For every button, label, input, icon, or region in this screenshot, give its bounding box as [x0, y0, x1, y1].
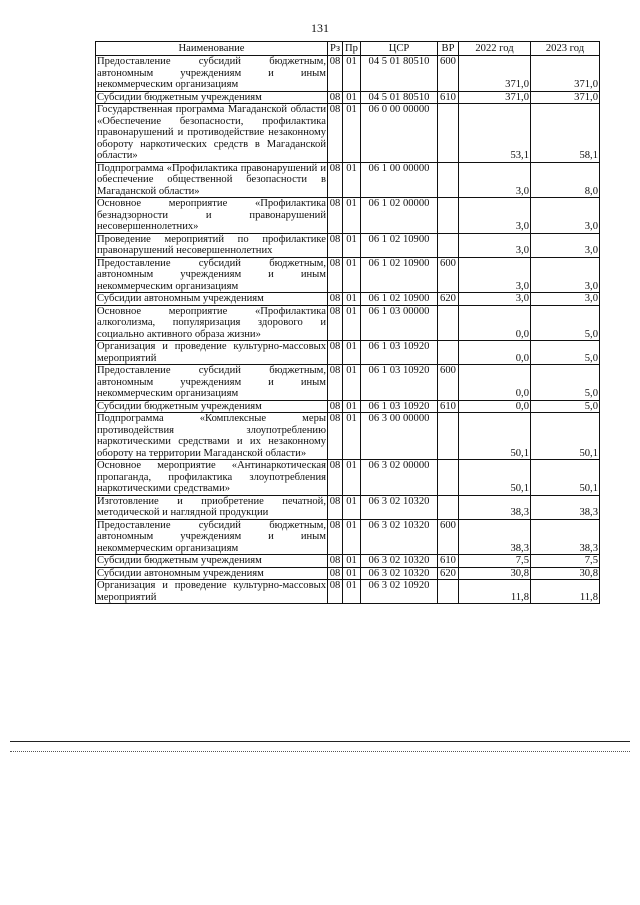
- row-vr-cell: [438, 413, 459, 460]
- row-name-cell: Подпрограмма «Профилактика правонарушений и обеспечение общественной безопасности в Магаданской области»: [97, 162, 326, 197]
- row-rz-cell: 08: [328, 162, 343, 198]
- row-2022-cell: 50,1: [459, 413, 531, 460]
- row-csr-cell: 06 0 00 00000: [361, 104, 438, 163]
- row-2022-cell: 50,1: [459, 460, 531, 496]
- row-2022-cell: 0,0: [459, 365, 531, 401]
- row-2022-cell: 53,1: [459, 104, 531, 163]
- table-row: [96, 460, 600, 496]
- header-rz: Рз: [328, 42, 343, 56]
- row-2023-cell: 371,0: [531, 91, 600, 104]
- budget-table: [95, 41, 600, 604]
- row-pr-cell: 01: [343, 567, 361, 580]
- row-pr-cell: 01: [343, 91, 361, 104]
- header-2022: 2022 год: [459, 42, 531, 56]
- row-2023-cell: 38,3: [531, 495, 600, 519]
- row-rz-cell: 08: [328, 104, 343, 163]
- table-row: [96, 293, 600, 306]
- header-name: Наименование: [96, 42, 328, 56]
- row-2022-cell: 11,8: [459, 580, 531, 604]
- row-2023-cell: 3,0: [531, 233, 600, 257]
- row-csr-cell: 04 5 01 80510: [361, 91, 438, 104]
- row-vr-cell: 610: [438, 555, 459, 568]
- row-rz-cell: 08: [328, 91, 343, 104]
- row-rz-cell: 08: [328, 305, 343, 341]
- row-csr-cell: 06 1 03 00000: [361, 305, 438, 341]
- header-csr: ЦСР: [361, 42, 438, 56]
- table-row: [96, 519, 600, 555]
- row-rz-cell: 08: [328, 567, 343, 580]
- row-vr-cell: 610: [438, 91, 459, 104]
- page-number: 131: [311, 21, 329, 35]
- table-row: [96, 365, 600, 401]
- table-row: [96, 413, 600, 460]
- row-2022-cell: 30,8: [459, 567, 531, 580]
- footer-dotted-divider: [10, 751, 630, 752]
- row-2023-cell: 5,0: [531, 365, 600, 401]
- row-2023-cell: 5,0: [531, 305, 600, 341]
- table-row: [96, 233, 600, 257]
- row-2022-cell: 0,0: [459, 341, 531, 365]
- row-2023-cell: 11,8: [531, 580, 600, 604]
- row-csr-cell: 06 1 03 10920: [361, 400, 438, 413]
- row-2022-cell: 38,3: [459, 519, 531, 555]
- row-2022-cell: 0,0: [459, 305, 531, 341]
- row-pr-cell: 01: [343, 162, 361, 198]
- row-2022-cell: 3,0: [459, 293, 531, 306]
- row-csr-cell: 06 1 03 10920: [361, 365, 438, 401]
- row-vr-cell: 600: [438, 519, 459, 555]
- row-name-cell: Субсидии бюджетным учреждениям: [96, 91, 328, 104]
- row-vr-cell: 620: [438, 567, 459, 580]
- row-csr-cell: 06 1 03 10920: [361, 341, 438, 365]
- row-name-cell: Основное мероприятие «Антинаркотическая пропаганда, профилактика злоупотребления наркотическими средствами»: [97, 460, 326, 494]
- row-rz-cell: 08: [328, 257, 343, 293]
- header-pr: Пр: [343, 42, 361, 56]
- row-name-cell: Основное мероприятие «Профилактика безнадзорности и правонарушений несовершеннолетних»: [97, 198, 326, 232]
- footer-divider: [10, 741, 630, 742]
- row-rz-cell: 08: [328, 198, 343, 234]
- row-rz-cell: 08: [328, 495, 343, 519]
- row-name-cell: Субсидии автономным учреждениям: [96, 293, 328, 306]
- row-vr-cell: 610: [438, 400, 459, 413]
- row-name-cell: Предоставление субсидий бюджетным, автономным учреждениям и иным некоммерческим организациям: [97, 519, 326, 554]
- row-pr-cell: 01: [343, 56, 361, 92]
- row-rz-cell: 08: [328, 56, 343, 92]
- row-name-cell: Основное мероприятие «Профилактика алкоголизма, популяризация здорового и социально активного образа жизни»: [97, 305, 326, 340]
- row-2023-cell: 3,0: [531, 293, 600, 306]
- row-vr-cell: 600: [438, 365, 459, 401]
- table-row: [96, 91, 600, 104]
- row-2023-cell: 3,0: [531, 257, 600, 293]
- row-pr-cell: 01: [343, 519, 361, 555]
- row-rz-cell: 08: [328, 580, 343, 604]
- row-pr-cell: 01: [343, 104, 361, 163]
- table-row: [96, 555, 600, 568]
- row-csr-cell: 06 1 00 00000: [361, 162, 438, 198]
- row-pr-cell: 01: [343, 413, 361, 460]
- row-pr-cell: 01: [343, 293, 361, 306]
- row-vr-cell: [438, 305, 459, 341]
- row-2022-cell: 371,0: [459, 91, 531, 104]
- row-pr-cell: 01: [343, 365, 361, 401]
- row-2023-cell: 50,1: [531, 460, 600, 496]
- row-2023-cell: 50,1: [531, 413, 600, 460]
- table-row: [96, 305, 600, 341]
- row-name-cell: Субсидии бюджетным учреждениям: [96, 400, 328, 413]
- row-csr-cell: 06 3 02 10920: [361, 580, 438, 604]
- table-row: [96, 567, 600, 580]
- row-2022-cell: 3,0: [459, 198, 531, 234]
- row-csr-cell: 06 3 00 00000: [361, 413, 438, 460]
- table-row: [96, 162, 600, 198]
- row-name-cell: Подпрограмма «Комплексные меры противодействия злоупотреблению наркотическими средствами и их незаконному обороту на территории Магаданской области»: [97, 413, 326, 459]
- table-header-row: [96, 42, 600, 56]
- row-name-cell: Организация и проведение культурно-массовых мероприятий: [97, 341, 326, 364]
- row-pr-cell: 01: [343, 580, 361, 604]
- header-vr: ВР: [438, 42, 459, 56]
- row-2022-cell: 0,0: [459, 400, 531, 413]
- table-body: [96, 56, 600, 604]
- row-name-cell: Изготовление и приобретение печатной, методической и наглядной продукции: [97, 495, 326, 518]
- row-csr-cell: 06 1 02 10900: [361, 293, 438, 306]
- row-rz-cell: 08: [328, 413, 343, 460]
- table-row: [96, 580, 600, 604]
- row-pr-cell: 01: [343, 341, 361, 365]
- row-2023-cell: 30,8: [531, 567, 600, 580]
- row-csr-cell: 06 3 02 00000: [361, 460, 438, 496]
- row-rz-cell: 08: [328, 460, 343, 496]
- table-row: [96, 198, 600, 234]
- row-csr-cell: 06 3 02 10320: [361, 519, 438, 555]
- row-vr-cell: 600: [438, 257, 459, 293]
- row-pr-cell: 01: [343, 305, 361, 341]
- row-2023-cell: 3,0: [531, 198, 600, 234]
- row-csr-cell: 06 3 02 10320: [361, 567, 438, 580]
- row-name-cell: Государственная программа Магаданской области «Обеспечение безопасности, профилактика правонарушений и противодействие незаконному обороту наркотических средств в Магаданской области»: [97, 104, 326, 161]
- row-vr-cell: [438, 580, 459, 604]
- row-csr-cell: 06 3 02 10320: [361, 555, 438, 568]
- row-2022-cell: 3,0: [459, 257, 531, 293]
- row-pr-cell: 01: [343, 400, 361, 413]
- row-2023-cell: 58,1: [531, 104, 600, 163]
- row-rz-cell: 08: [328, 555, 343, 568]
- row-vr-cell: [438, 341, 459, 365]
- row-name-cell: Предоставление субсидий бюджетным, автономным учреждениям и иным некоммерческим организациям: [97, 365, 326, 399]
- row-name-cell: Субсидии автономным учреждениям: [96, 567, 328, 580]
- row-rz-cell: 08: [328, 233, 343, 257]
- row-name-cell: Предоставление субсидий бюджетным, автономным учреждениям и иным некоммерческим организациям: [97, 257, 326, 292]
- row-pr-cell: 01: [343, 257, 361, 293]
- row-2022-cell: 3,0: [459, 233, 531, 257]
- row-rz-cell: 08: [328, 341, 343, 365]
- row-pr-cell: 01: [343, 555, 361, 568]
- row-vr-cell: [438, 495, 459, 519]
- row-2023-cell: 371,0: [531, 56, 600, 92]
- table-row: [96, 495, 600, 519]
- row-vr-cell: 600: [438, 56, 459, 92]
- row-rz-cell: 08: [328, 365, 343, 401]
- row-name-cell: Организация и проведение культурно-массовых мероприятий: [97, 580, 326, 603]
- row-2023-cell: 5,0: [531, 400, 600, 413]
- row-pr-cell: 01: [343, 495, 361, 519]
- table-row: [96, 400, 600, 413]
- row-pr-cell: 01: [343, 460, 361, 496]
- row-csr-cell: 04 5 01 80510: [361, 56, 438, 92]
- table-row: [96, 257, 600, 293]
- row-2023-cell: 8,0: [531, 162, 600, 198]
- row-vr-cell: 620: [438, 293, 459, 306]
- row-2023-cell: 38,3: [531, 519, 600, 555]
- row-csr-cell: 06 1 02 10900: [361, 233, 438, 257]
- row-2022-cell: 38,3: [459, 495, 531, 519]
- row-pr-cell: 01: [343, 233, 361, 257]
- table-row: [96, 104, 600, 163]
- row-2023-cell: 7,5: [531, 555, 600, 568]
- row-csr-cell: 06 1 02 10900: [361, 257, 438, 293]
- row-vr-cell: [438, 198, 459, 234]
- row-rz-cell: 08: [328, 293, 343, 306]
- row-csr-cell: 06 3 02 10320: [361, 495, 438, 519]
- row-vr-cell: [438, 233, 459, 257]
- row-rz-cell: 08: [328, 400, 343, 413]
- row-vr-cell: [438, 162, 459, 198]
- row-name-cell: Субсидии бюджетным учреждениям: [96, 555, 328, 568]
- row-2022-cell: 3,0: [459, 162, 531, 198]
- table-row: [96, 341, 600, 365]
- row-name-cell: Предоставление субсидий бюджетным, автономным учреждениям и иным некоммерческим организациям: [97, 56, 326, 90]
- row-2023-cell: 5,0: [531, 341, 600, 365]
- row-2022-cell: 371,0: [459, 56, 531, 92]
- header-2023: 2023 год: [531, 42, 600, 56]
- row-name-cell: Проведение мероприятий по профилактике правонарушений несовершеннолетних: [97, 233, 326, 256]
- row-vr-cell: [438, 104, 459, 163]
- row-rz-cell: 08: [328, 519, 343, 555]
- row-pr-cell: 01: [343, 198, 361, 234]
- row-csr-cell: 06 1 02 00000: [361, 198, 438, 234]
- row-vr-cell: [438, 460, 459, 496]
- row-2022-cell: 7,5: [459, 555, 531, 568]
- table-row: [96, 56, 600, 92]
